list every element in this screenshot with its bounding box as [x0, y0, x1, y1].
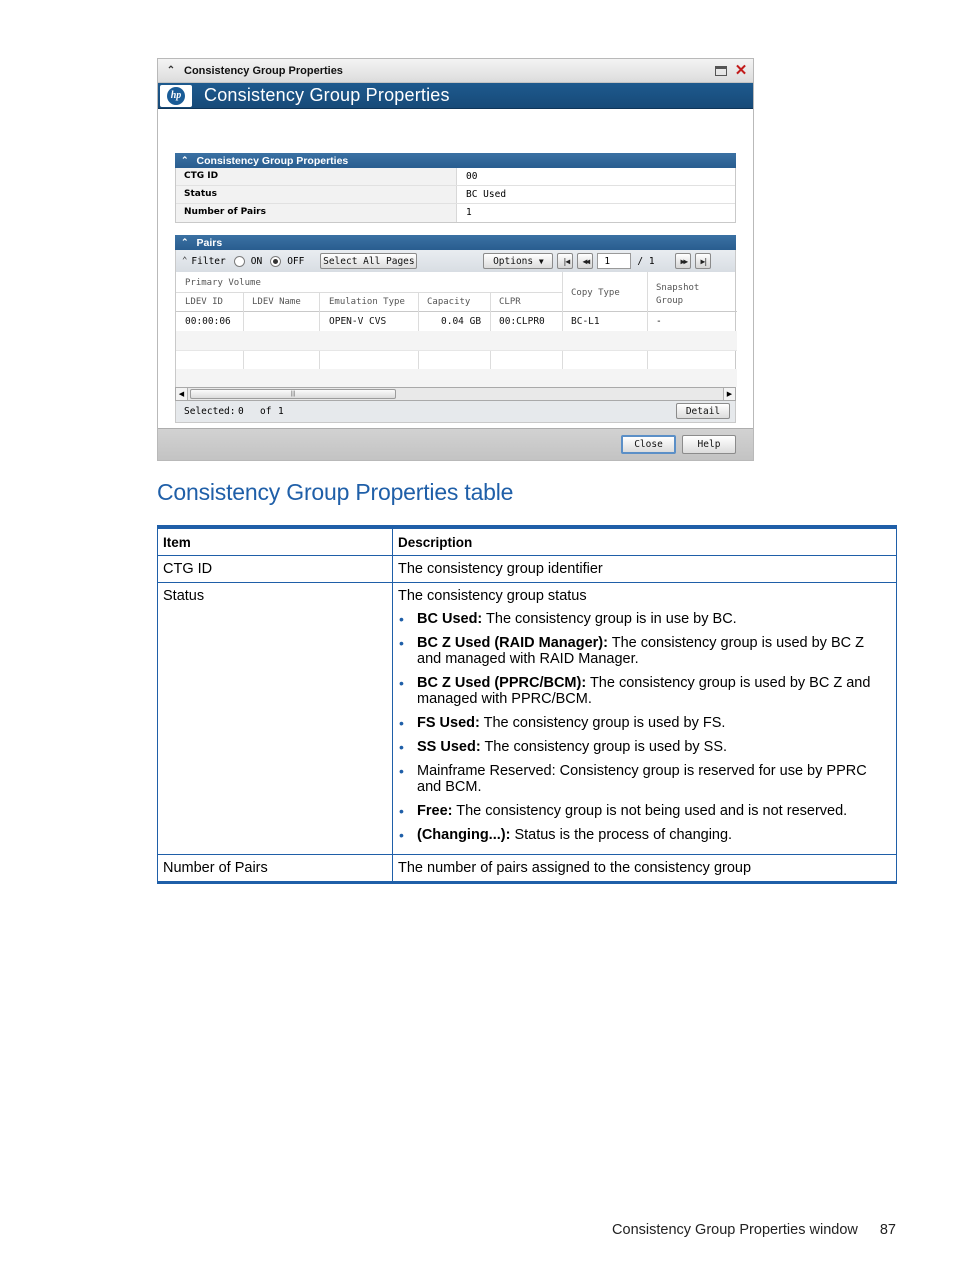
- filter-on-label: ON: [250, 255, 263, 267]
- window-banner: [158, 83, 753, 109]
- pairs-panel-header[interactable]: [175, 235, 736, 250]
- list-term: FS Used:: [417, 715, 480, 731]
- header-item: Item: [157, 529, 393, 555]
- cell-copy-type: BC-L1: [571, 316, 600, 327]
- cell-capacity: 0.04 GB: [441, 316, 482, 327]
- property-value: 00: [466, 171, 478, 182]
- section-heading: Consistency Group Properties table: [157, 479, 514, 505]
- window-titlebar: [158, 59, 753, 83]
- column-header-clpr[interactable]: CLPR: [499, 297, 521, 307]
- description-cell: The number of pairs assigned to the consistency group: [393, 855, 897, 881]
- collapse-icon: ⌃: [181, 237, 189, 247]
- status-list: [398, 611, 890, 843]
- list-text: The consistency group is used by FS.: [483, 715, 726, 731]
- primary-volume-group-header: Primary Volume: [185, 278, 261, 288]
- list-text: The consistency group is used by BC Z and managed with RAID Manager.: [417, 635, 864, 667]
- hp-logo: [160, 85, 192, 107]
- filter-on-radio[interactable]: [234, 256, 245, 267]
- list-text: Status is the process of changing.: [514, 827, 733, 843]
- pairs-toolbar: [175, 250, 736, 272]
- list-item: [398, 803, 890, 819]
- column-header-emulation-type[interactable]: Emulation Type: [329, 297, 405, 307]
- list-text: The consistency group is in use by BC.: [486, 611, 737, 627]
- list-item: [398, 739, 890, 755]
- cell-clpr: 00:CLPR0: [499, 316, 545, 327]
- description-cell: [393, 583, 897, 854]
- cell-ldev-id[interactable]: 00:00:06: [185, 316, 231, 327]
- maximize-icon: [715, 66, 727, 76]
- window-title: Consistency Group Properties: [184, 64, 343, 77]
- properties-description-table: [157, 525, 897, 884]
- selected-count: 0: [238, 406, 244, 417]
- list-item: [398, 611, 890, 627]
- help-button[interactable]: Help: [682, 435, 736, 454]
- list-item: [398, 675, 890, 707]
- table-row: [157, 855, 897, 881]
- table-row: [157, 583, 897, 855]
- cell-emulation-type: OPEN-V CVS: [329, 316, 387, 327]
- properties-panel-title: Consistency Group Properties: [196, 154, 349, 167]
- total-count: 1: [278, 406, 284, 417]
- window-body: [158, 109, 753, 455]
- column-header-ldev-id[interactable]: LDEV ID: [185, 297, 223, 307]
- options-button[interactable]: [483, 253, 553, 269]
- header-divider: [176, 292, 562, 293]
- first-page-icon: |◀: [562, 256, 569, 266]
- column-header-ldev-name[interactable]: LDEV Name: [252, 297, 301, 307]
- select-all-pages-button[interactable]: Select All Pages: [320, 253, 417, 269]
- list-item: [398, 635, 890, 667]
- properties-panel-header[interactable]: [175, 153, 736, 168]
- filter-label: Filter: [191, 255, 226, 267]
- table-header-row: [157, 529, 897, 556]
- page-footer: [612, 1222, 896, 1238]
- hp-logo-text: hp: [167, 87, 185, 105]
- close-button[interactable]: Close: [621, 435, 676, 454]
- page-number-input[interactable]: 1: [597, 253, 631, 269]
- list-term: SS Used:: [417, 739, 481, 755]
- first-page-button[interactable]: [557, 253, 573, 269]
- property-row: [176, 168, 735, 186]
- list-item: [398, 763, 890, 795]
- horizontal-scrollbar[interactable]: [175, 387, 736, 401]
- list-text: The consistency group is used by SS.: [484, 739, 728, 755]
- table-row: [157, 556, 897, 583]
- page-total: / 1: [637, 255, 655, 267]
- filter-off-label: OFF: [287, 255, 305, 267]
- footer-section-title: Consistency Group Properties window: [612, 1222, 858, 1238]
- list-item: [398, 715, 890, 731]
- last-page-button[interactable]: [695, 253, 711, 269]
- column-header-copy-type[interactable]: Copy Type: [571, 288, 620, 298]
- banner-title: Consistency Group Properties: [204, 85, 450, 105]
- list-text: Mainframe Reserved: Consistency group is reserved for use by PPRC and BCM.: [417, 763, 867, 795]
- list-text: The consistency group is used by BC Z and managed with PPRC/BCM.: [417, 675, 871, 707]
- list-term: BC Z Used (PPRC/BCM):: [417, 675, 587, 691]
- properties-window: [157, 58, 754, 461]
- scroll-thumb[interactable]: [190, 389, 396, 399]
- property-row: [176, 204, 735, 222]
- empty-row: [176, 331, 737, 350]
- scroll-left-icon[interactable]: ◀: [176, 388, 188, 400]
- list-term: BC Used:: [417, 611, 483, 627]
- property-value: 1: [466, 207, 472, 218]
- column-header-capacity[interactable]: Capacity: [427, 297, 471, 307]
- column-header-snapshot-group[interactable]: Snapshot Group: [656, 283, 700, 306]
- window-footer: [158, 428, 754, 460]
- previous-page-icon: ◀◀: [582, 256, 589, 266]
- filter-off-radio[interactable]: [270, 256, 281, 267]
- description-cell: The consistency group identifier: [393, 556, 897, 582]
- list-item: [398, 827, 890, 843]
- cell-snapshot-group: -: [656, 316, 662, 327]
- next-page-button[interactable]: [675, 253, 691, 269]
- item-cell: Status: [157, 583, 393, 854]
- properties-table: [175, 168, 736, 223]
- list-term: (Changing...):: [417, 827, 511, 843]
- of-label: of: [260, 406, 272, 417]
- property-value: BC Used: [466, 189, 507, 200]
- close-icon: ✕: [734, 62, 748, 79]
- pairs-panel-title: Pairs: [196, 236, 223, 249]
- next-page-icon: ▶▶: [680, 256, 687, 266]
- collapse-icon[interactable]: ⌃: [166, 65, 176, 76]
- pairs-grid: [175, 272, 736, 387]
- last-page-icon: ▶|: [700, 256, 707, 266]
- item-cell: Number of Pairs: [157, 855, 393, 881]
- maximize-button[interactable]: [713, 64, 729, 78]
- selected-label: Selected:: [184, 406, 236, 417]
- description-text: The consistency group status: [398, 588, 587, 604]
- header-description: Description: [393, 529, 897, 555]
- empty-row: [176, 369, 737, 387]
- collapse-icon: ⌃: [181, 155, 189, 165]
- page-number: 87: [879, 1222, 896, 1238]
- detail-button[interactable]: Detail: [676, 403, 730, 419]
- grip-icon: |||: [290, 391, 296, 397]
- list-term: BC Z Used (RAID Manager):: [417, 635, 608, 651]
- scroll-right-icon[interactable]: ▶: [723, 388, 735, 400]
- dropdown-arrow-icon: ▼: [538, 256, 544, 266]
- list-text: The consistency group is not being used and is not reserved.: [456, 803, 848, 819]
- filter-collapse-icon[interactable]: ⌃: [182, 256, 188, 266]
- pairs-status-bar: [175, 401, 736, 423]
- header-bottom-line: [176, 311, 737, 312]
- property-row: [176, 186, 735, 204]
- property-key: Status: [176, 186, 457, 203]
- list-term: Free:: [417, 803, 453, 819]
- row-divider: [176, 350, 737, 351]
- options-label: Options: [493, 255, 534, 267]
- close-window-button[interactable]: [733, 64, 749, 78]
- previous-page-button[interactable]: [577, 253, 593, 269]
- property-key: CTG ID: [176, 168, 457, 185]
- item-cell: CTG ID: [157, 556, 393, 582]
- property-key: Number of Pairs: [176, 204, 457, 222]
